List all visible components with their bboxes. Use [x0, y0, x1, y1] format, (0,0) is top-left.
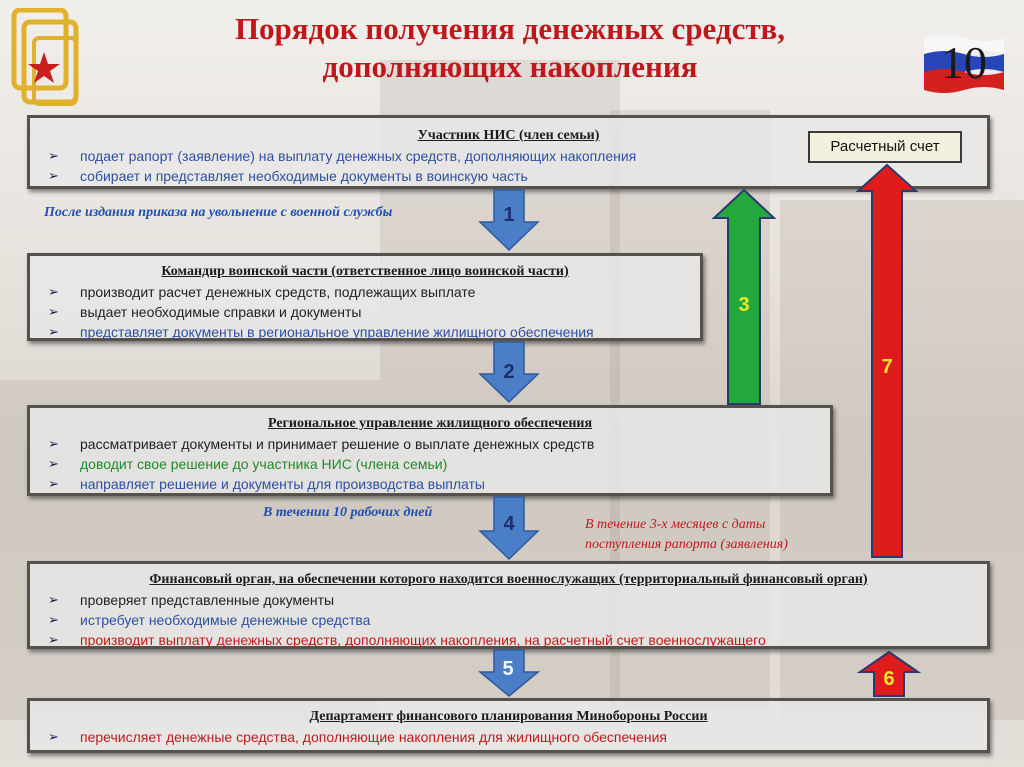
step-number-3: 3	[738, 294, 750, 316]
step-number-4: 4	[503, 513, 515, 535]
list-item: ➢ производит расчет денежных средств, подлежащих выплате	[48, 284, 476, 300]
step-number-5: 5	[502, 658, 514, 680]
account-box: Расчетный счет	[808, 131, 962, 163]
list-item: ➢ рассматривает документы и принимает решение о выплате денежных средств	[48, 436, 595, 452]
slide-number: 10	[941, 37, 987, 88]
note-10-days: В течении 10 рабочих дней	[263, 505, 433, 520]
list-item: ➢ подает рапорт (заявление) на выплату денежных средств, дополняющих накопления	[48, 148, 637, 164]
list-item: ➢ направляет решение и документы для производства выплаты	[48, 476, 485, 492]
list-item: ➢ собирает и представляет необходимые документы в воинскую часть	[48, 168, 528, 184]
list-item: ➢ выдает необходимые справки и документы	[48, 304, 362, 320]
title-line-1: Порядок получения денежных средств,	[234, 11, 786, 46]
step-number-6: 6	[883, 668, 895, 690]
list-item: ➢ представляет документы в региональное управление жилищного обеспечения	[48, 324, 594, 340]
page-title	[150, 10, 870, 86]
arrow-bullet-icon: ➢	[48, 148, 59, 163]
box-heading: Командир воинской части (ответственное лицо воинской части)	[161, 264, 569, 279]
emblem-star-icon	[10, 8, 82, 108]
note-after-order: После издания приказа на увольнение с военной службы	[44, 205, 393, 220]
arrow-bullet-icon: ➢	[48, 612, 59, 627]
box-regional-office	[27, 405, 833, 496]
step-number-7: 7	[881, 356, 893, 378]
box-commander	[27, 253, 703, 341]
arrow-bullet-icon: ➢	[48, 168, 59, 183]
arrow-bullet-icon: ➢	[48, 592, 59, 607]
box-heading: Региональное управление жилищного обеспечения	[267, 416, 593, 431]
arrow-bullet-icon: ➢	[48, 632, 59, 647]
list-item: ➢ перечисляет денежные средства, дополняющие накопления для жилищного обеспечения	[48, 729, 668, 745]
box-heading: Финансовый орган, на обеспечении которого находится военнослужащих (территориальный финансовый орган)	[149, 572, 868, 587]
list-item: ➢ производит выплату денежных средств, дополняющих накопления, на расчетный счет военнослужащего	[48, 632, 766, 648]
arrow-bullet-icon: ➢	[48, 284, 59, 299]
slide-number-badge	[922, 32, 1006, 94]
box-heading: Департамент финансового планирования Минобороны России	[309, 709, 708, 724]
arrow-bullet-icon: ➢	[48, 456, 59, 471]
arrow-bullet-icon: ➢	[48, 436, 59, 451]
title-line-2: дополняющих накопления	[322, 49, 698, 84]
arrow-bullet-icon: ➢	[48, 476, 59, 491]
box-department	[27, 698, 990, 753]
arrow-bullet-icon: ➢	[48, 729, 59, 744]
step-number-1: 1	[503, 204, 515, 226]
list-item: ➢ доводит свое решение до участника НИС (члена семьи)	[48, 456, 448, 472]
arrow-bullet-icon: ➢	[48, 324, 59, 339]
box-heading: Участник НИС (член семьи)	[417, 128, 600, 143]
list-item: ➢ проверяет представленные документы	[48, 592, 335, 608]
arrow-bullet-icon: ➢	[48, 304, 59, 319]
step-number-2: 2	[503, 361, 515, 383]
list-item: ➢ истребует необходимые денежные средства	[48, 612, 371, 628]
box-finance-body	[27, 561, 990, 649]
note-3-months: В течение 3-х месяцев с даты поступления рапорта (заявления)	[585, 517, 788, 552]
